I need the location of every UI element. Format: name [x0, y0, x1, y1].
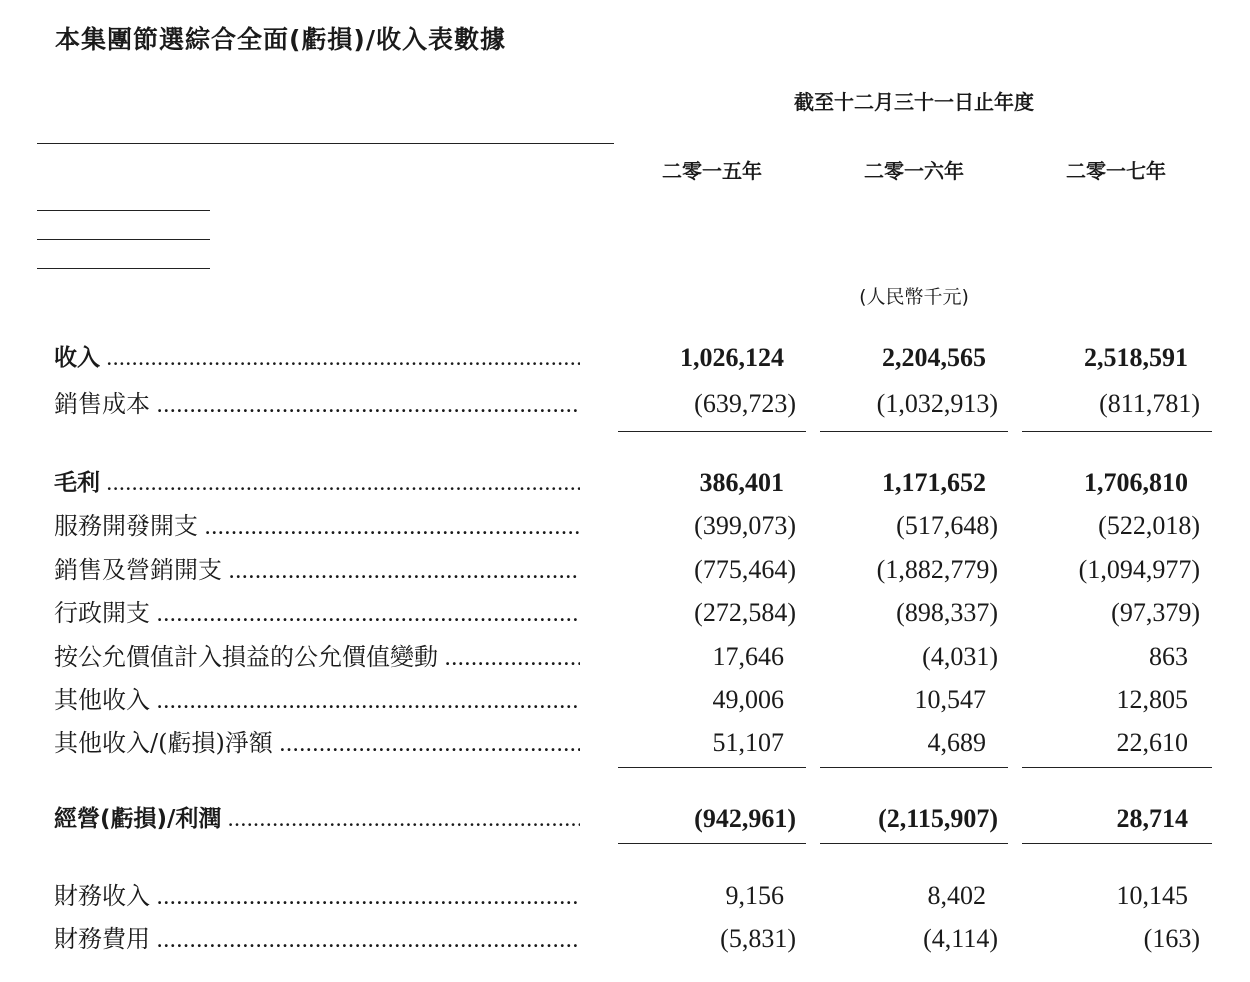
value-gross-profit-2017: 1,706,810: [1084, 468, 1188, 497]
stub-rule-3: [37, 268, 210, 269]
value-finance-income-2016: 8,402: [927, 881, 986, 910]
row-label-finance-costs: 財務費用 .....: [54, 924, 580, 954]
value-admin-2015: (272,584): [694, 598, 796, 627]
value-service-dev-2017: (522,018): [1098, 511, 1200, 540]
subtotal-rule-2b: [820, 767, 1008, 768]
stub-rule-1: [37, 210, 210, 211]
row-label-service-dev: 服務開發開支 .....: [54, 511, 580, 541]
value-finance-costs-2017: (163): [1143, 924, 1200, 953]
row-label-finance-income: 財務收入 .....: [54, 881, 580, 911]
value-operating-2015: (942,961): [694, 804, 796, 833]
subtotal-rule-2c: [1022, 767, 1212, 768]
subtotal-rule-1a: [618, 431, 806, 432]
subtotal-rule-1b: [820, 431, 1008, 432]
value-other-net-2016: 4,689: [927, 728, 986, 757]
value-cost-of-sales-2016: (1,032,913): [876, 389, 998, 418]
table-title: 本集團節選綜合全面(虧損)/收入表數據: [55, 25, 506, 54]
value-finance-costs-2015: (5,831): [720, 924, 796, 953]
row-label-selling-marketing: 銷售及營銷開支 .....: [54, 555, 580, 585]
value-admin-2017: (97,379): [1111, 598, 1200, 627]
value-admin-2016: (898,337): [896, 598, 998, 627]
value-fair-value-2016: (4,031): [922, 642, 998, 671]
value-other-income-2017: 12,805: [1116, 685, 1188, 714]
row-label-other-net: 其他收入/(虧損)淨額 .....: [54, 728, 580, 758]
value-service-dev-2015: (399,073): [694, 511, 796, 540]
value-finance-income-2015: 9,156: [725, 881, 784, 910]
value-fair-value-2015: 17,646: [712, 642, 784, 671]
subtotal-rule-3a: [618, 843, 806, 844]
subtotal-rule-3b: [820, 843, 1008, 844]
value-other-income-2015: 49,006: [712, 685, 784, 714]
value-cost-of-sales-2017: (811,781): [1099, 389, 1200, 418]
value-finance-income-2017: 10,145: [1116, 881, 1188, 910]
year-header-2017: 二零一七年: [1066, 159, 1166, 183]
value-gross-profit-2016: 1,171,652: [882, 468, 986, 497]
row-label-gross-profit: 毛利 .....: [54, 468, 580, 498]
value-selling-marketing-2015: (775,464): [694, 555, 796, 584]
value-other-net-2017: 22,610: [1116, 728, 1188, 757]
value-finance-costs-2016: (4,114): [923, 924, 998, 953]
stub-rule-2: [37, 239, 210, 240]
value-fair-value-2017: 863: [1149, 642, 1188, 671]
value-revenue-2017: 2,518,591: [1084, 343, 1188, 372]
value-operating-2016: (2,115,907): [878, 804, 998, 833]
year-header-2016: 二零一六年: [864, 159, 964, 183]
row-label-fair-value: 按公允價值計入損益的公允價值變動 .....: [54, 642, 580, 672]
header-rule: [37, 143, 614, 144]
period-header: 截至十二月三十一日止年度: [794, 90, 1034, 114]
value-selling-marketing-2017: (1,094,977): [1078, 555, 1200, 584]
value-service-dev-2016: (517,648): [896, 511, 998, 540]
value-selling-marketing-2016: (1,882,779): [876, 555, 998, 584]
row-label-cost-of-sales: 銷售成本 .....: [54, 389, 580, 419]
row-label-revenue: 收入 .....: [54, 343, 580, 373]
year-header-2015: 二零一五年: [662, 159, 762, 183]
subtotal-rule-2a: [618, 767, 806, 768]
value-revenue-2015: 1,026,124: [680, 343, 784, 372]
row-label-operating: 經營(虧損)/利潤 .....: [54, 804, 580, 834]
value-operating-2017: 28,714: [1116, 804, 1188, 833]
value-cost-of-sales-2015: (639,723): [694, 389, 796, 418]
value-other-net-2015: 51,107: [712, 728, 784, 757]
row-label-admin: 行政開支 .....: [54, 598, 580, 628]
row-label-other-income: 其他收入 .....: [54, 685, 580, 715]
value-revenue-2016: 2,204,565: [882, 343, 986, 372]
value-other-income-2016: 10,547: [914, 685, 986, 714]
unit-label: (人民幣千元): [859, 286, 969, 308]
subtotal-rule-1c: [1022, 431, 1212, 432]
subtotal-rule-3c: [1022, 843, 1212, 844]
value-gross-profit-2015: 386,401: [699, 468, 784, 497]
